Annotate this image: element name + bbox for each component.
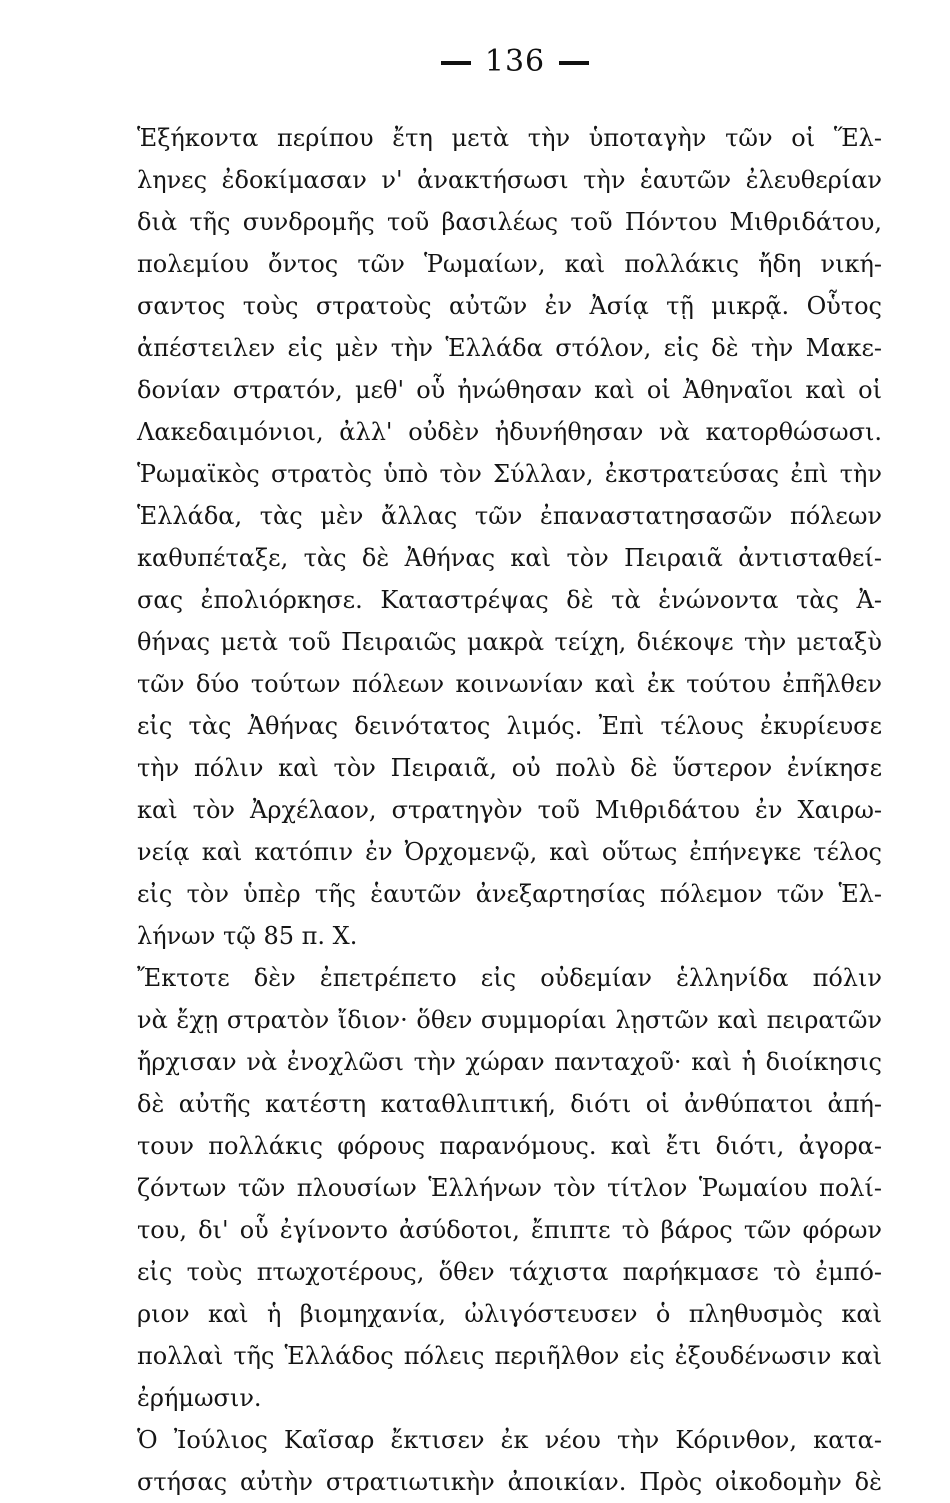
text-line: σαντος τοὺς στρατοὺς αὐτῶν ἐν Ἀσίᾳ τῇ μικρᾷ. Οὗτος	[137, 292, 882, 320]
paragraph	[137, 1419, 882, 1503]
text-line: σας ἐπολιόρκησε. Καταστρέψας δὲ τὰ ἑνώνοντα τὰς Ἀ-	[137, 586, 882, 614]
text-line: τῶν δύο τούτων πόλεων κοινωνίαν καὶ ἐκ τούτου ἐπῆλθεν	[137, 670, 882, 698]
text-line: Ἔκτοτε δὲν ἐπετρέπετο εἰς οὐδεμίαν ἑλληνίδα πόλιν	[137, 964, 882, 992]
text-line: στήσας αὐτὴν στρατιωτικὴν ἀποικίαν. Πρὸς οἰκοδομὴν δὲ	[137, 1468, 882, 1496]
text-line: εἰς τὰς Ἀθήνας δεινότατος λιμός. Ἐπὶ τέλους ἐκυρίευσε	[137, 712, 882, 740]
text-line: νείᾳ καὶ κατόπιν ἐν Ὀρχομενῷ, καὶ οὕτως ἐπήνεγκε τέλος	[137, 838, 882, 866]
text-line: τὴν πόλιν καὶ τὸν Πειραιᾶ, οὐ πολὺ δὲ ὕστερον ἐνίκησε	[137, 754, 882, 782]
text-line: Ὁ Ἰούλιος Καῖσαρ ἔκτισεν ἐκ νέου τὴν Κόρινθον, κατα-	[137, 1426, 882, 1454]
text-line: διὰ τῆς συνδρομῆς τοῦ βασιλέως τοῦ Πόντου Μιθριδάτου,	[137, 208, 882, 236]
text-line: ἤρχισαν νὰ ἐνοχλῶσι τὴν χώραν πανταχοῦ· καὶ ἡ διοίκησις	[137, 1048, 882, 1076]
text-line: λήνων τῷ 85 π. Χ.	[137, 922, 358, 950]
text-line: θήνας μετὰ τοῦ Πειραιῶς μακρὰ τείχη, διέκοψε τὴν μεταξὺ	[137, 628, 882, 656]
paragraph	[137, 117, 882, 957]
text-line: ριον καὶ ἡ βιομηχανία, ὠλιγόστευσεν ὁ πληθυσμὸς καὶ	[137, 1300, 882, 1328]
text-line: τουν πολλάκις φόρους παρανόμους. καὶ ἔτι διότι, ἀγορα-	[137, 1132, 882, 1160]
page-number	[0, 44, 950, 79]
text-line: Ἑξήκοντα περίπου ἔτη μετὰ τὴν ὑποταγὴν τῶν οἱ Ἕλ-	[137, 124, 882, 152]
text-line: ληνες ἐδοκίμασαν ν' ἀνακτήσωσι τὴν ἑαυτῶν ἐλευθερίαν	[137, 166, 882, 194]
text-line: ζόντων τῶν πλουσίων Ἑλλήνων τὸν τίτλον Ῥωμαίου πολί-	[137, 1174, 882, 1202]
text-line: Ῥωμαϊκὸς στρατὸς ὑπὸ τὸν Σύλλαν, ἐκστρατεύσας ἐπὶ τὴν	[137, 460, 882, 488]
text-line: νὰ ἔχῃ στρατὸν ἴδιον· ὅθεν συμμορίαι λῃστῶν καὶ πειρατῶν	[137, 1006, 882, 1034]
text-line: πολεμίου ὄντος τῶν Ῥωμαίων, καὶ πολλάκις ἤδη νική-	[137, 250, 882, 278]
text-line: δὲ αὐτῆς κατέστη καταθλιπτική, διότι οἱ ἀνθύπατοι ἀπή-	[137, 1090, 882, 1118]
text-line: καθυπέταξε, τὰς δὲ Ἀθήνας καὶ τὸν Πειραιᾶ ἀντισταθεί-	[137, 544, 882, 572]
text-line: εἰς τοὺς πτωχοτέρους, ὅθεν τάχιστα παρήκμασε τὸ ἐμπό-	[137, 1258, 882, 1286]
page-number-value: 136	[484, 44, 546, 79]
text-line: ἀπέστειλεν εἰς μὲν τὴν Ἑλλάδα στόλον, εἰς δὲ τὴν Μακε-	[137, 334, 882, 362]
text-line: πολλαὶ τῆς Ἑλλάδος πόλεις περιῆλθον εἰς ἐξουδένωσιν καὶ	[137, 1342, 882, 1370]
paragraph	[137, 957, 882, 1419]
body-text	[137, 117, 882, 1503]
text-line: καὶ τὸν Ἀρχέλαον, στρατηγὸν τοῦ Μιθριδάτου ἐν Χαιρω-	[137, 796, 882, 824]
text-line: Λακεδαιμόνιοι, ἀλλ' οὐδὲν ἠδυνήθησαν νὰ κατορθώσωσι.	[137, 418, 882, 446]
text-line: εἰς τὸν ὑπὲρ τῆς ἑαυτῶν ἀνεξαρτησίας πόλεμον τῶν Ἑλ-	[137, 880, 882, 908]
text-line: του, δι' οὗ ἐγίνοντο ἀσύδοτοι, ἔπιπτε τὸ βάρος τῶν φόρων	[137, 1216, 882, 1244]
text-line: Ἑλλάδα, τὰς μὲν ἄλλας τῶν ἐπαναστατησασῶν πόλεων	[137, 502, 882, 530]
text-line: δονίαν στρατόν, μεθ' οὗ ἠνώθησαν καὶ οἱ Ἀθηναῖοι καὶ οἱ	[137, 376, 882, 404]
left-dash	[441, 61, 471, 65]
right-dash	[559, 61, 589, 65]
text-line: ἐρήμωσιν.	[137, 1384, 262, 1412]
